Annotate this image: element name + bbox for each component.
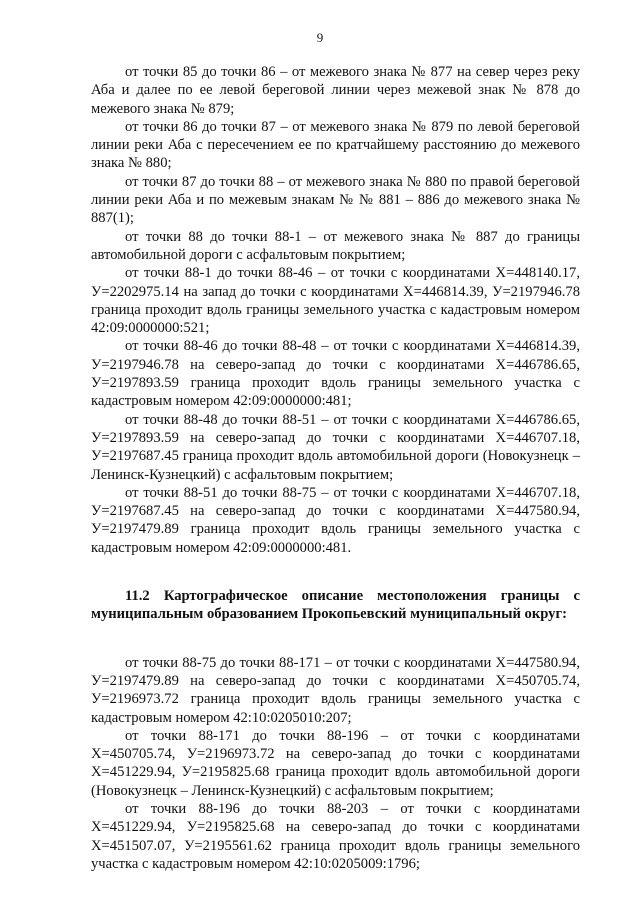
paragraph: от точки 88 до точки 88-1 – от межевого знака № 887 до границы автомобильной дороги с асфальтовым покрытием; xyxy=(91,228,580,263)
paragraph: от точки 88-48 до точки 88-51 – от точки с координатами Х=446786.65, У=2197893.59 на северо-запад до точки с координатами Х=446707.18, У=2197687.45 граница проходит вдоль автомобильной дороги (Новокузнецк – Ленинск-Кузнецкий) с асфальтовым покрытием; xyxy=(91,411,580,483)
paragraph: от точки 86 до точки 87 – от межевого знака № 879 по левой береговой линии реки Аба с пересечением ее по кратчайшему расстоянию до межевого знака № 880; xyxy=(91,118,580,172)
paragraph: от точки 85 до точки 86 – от межевого знака № 877 на север через реку Аба и далее по ее левой береговой линии через межевой знак № 878 до межевого знака № 879; xyxy=(91,64,580,117)
spacer xyxy=(91,624,580,654)
spacer xyxy=(91,557,580,587)
paragraph: от точки 88-51 до точки 88-75 – от точки с координатами Х=446707.18, У=2197687.45 на северо-запад до точки с координатами Х=447580.94, У=2197479.89 граница проходит вдоль границы земельного участка с кадастровым номером 42:09:0000000:481. xyxy=(91,484,580,556)
paragraph: от точки 88-171 до точки 88-196 – от точки с координатами Х=450705.74, У=2196973.72 на северо-запад до точки с координатами Х=451229.94, У=2195825.68 граница проходит вдоль автомобильной дороги (Новокузнецк – Ленинск-Кузнецкий) с асфальтовым покрытием; xyxy=(91,727,580,799)
paragraph: от точки 88-46 до точки 88-48 – от точки с координатами Х=446814.39, У=2197946.78 на северо-запад до точки с координатами Х=446786.65, У=2197893.59 граница проходит вдоль границы земельного участка с кадастровым номером 42:09:0000000:481; xyxy=(91,338,580,410)
paragraph: от точки 88-196 до точки 88-203 – от точки с координатами Х=451229.94, У=2195825.68 на северо-запад до точки с координатами Х=451507.07, У=2195561.62 граница проходит вдоль границы земельного участка с кадастровым номером 42:10:0205009:1796; xyxy=(91,800,580,872)
page-number: 9 xyxy=(316,30,324,45)
section-heading: 11.2 Картографическое описание местоположения границы с муниципальным образованием Прокопьевский муниципальный округ: xyxy=(91,588,580,623)
paragraph: от точки 87 до точки 88 – от межевого знака № 880 по правой береговой линии реки Аба и по межевым знакам № № 881 – 886 до межевого знака № 887(1); xyxy=(91,173,580,227)
document-body xyxy=(91,63,580,873)
paragraph: от точки 88-75 до точки 88-171 – от точки с координатами Х=447580.94, У=2197479.89 на северо-запад до точки с координатами Х=450705.74, У=2196973.72 граница проходит вдоль границы земельного участка с кадастровым номером 42:10:0205010:207; xyxy=(91,654,580,726)
paragraph: от точки 88-1 до точки 88-46 – от точки с координатами Х=448140.17, У=2202975.14 на запад до точки с координатами Х=446814.39, У=2197946.78 граница проходит вдоль границы земельного участка с кадастровым номером 42:09:0000000:521; xyxy=(91,265,580,337)
